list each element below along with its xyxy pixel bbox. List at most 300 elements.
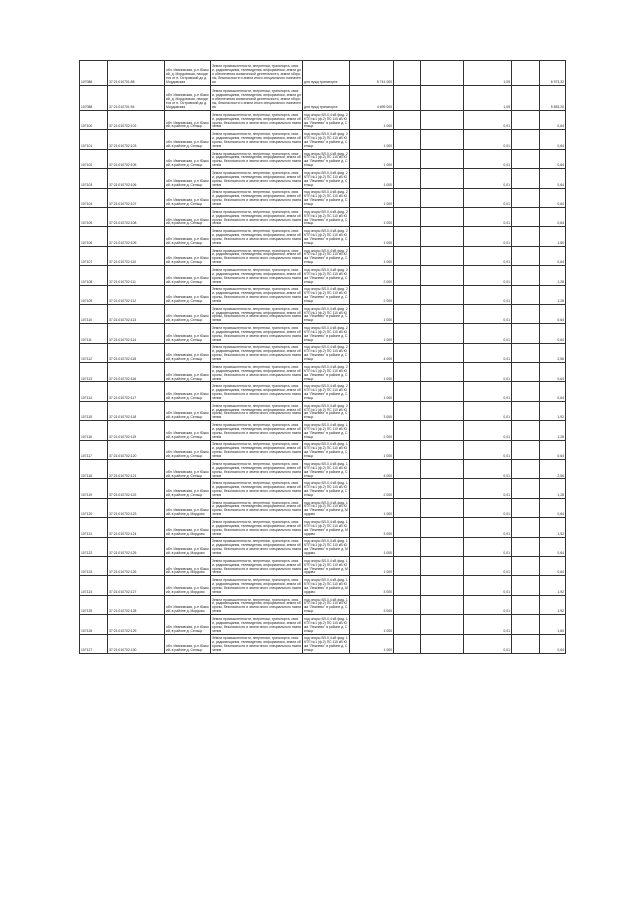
cell-addr: обл. Ивановская, р-н Южский, в районе д. Сельцо <box>165 304 211 323</box>
cell-unit <box>394 61 421 86</box>
cell-rate <box>421 149 464 168</box>
cell-use: Земли промышленности, энергетики, транспорта, связи, радиовещания, телевидения, информатики, земли обороны, безопасности и земли иного специального назначения <box>211 324 303 343</box>
cell-purpose: под опоры ВЛ-0,4 кВ фид. 1 КТП №1 (ф.2) ПС 110 кВ Южа "Лежнево" в районе д. Сельцо <box>303 479 350 498</box>
cell-purpose: под опоры ВЛ-0,4 кВ фид. 1 КТП №1 (ф.2) ПС 110 кВ Южа "Лежнево" в районе д. Сельцо <box>303 615 350 634</box>
cell-spacer <box>512 130 540 149</box>
cell-koef: 0,01 <box>464 266 512 285</box>
cell-sum: 0,64 <box>540 498 566 517</box>
cell-addr: обл. Ивановская, р-н Южский, в районе д. Сельцо <box>165 421 211 440</box>
cell-id: 107111 <box>80 324 108 343</box>
cell-unit <box>394 556 421 575</box>
cell-spacer <box>512 537 540 556</box>
cell-purpose: под опоры ВЛ-0,4 кВ фид. 1 КТП №1 (ф.2) ПС 110 кВ Южа "Лежнево" в районе д. Мордово <box>303 576 350 595</box>
cell-koef: 0,01 <box>464 537 512 556</box>
cell-rate <box>421 363 464 382</box>
cell-unit <box>394 130 421 149</box>
cell-rate <box>421 188 464 207</box>
cell-addr: обл. Ивановская, р-н Южский, в районе д. Сельцо <box>165 401 211 420</box>
cell-use: Земли промышленности, энергетики, транспорта, связи, радиовещания, телевидения, информатики, земли обороны, безопасности и земли иного специального назначения <box>211 615 303 634</box>
cell-purpose: под опоры ВЛ-0,4 кВ фид. 2 КТП №1 (ф.2) ПС 110 кВ Южа "Лежнево" в районе д. Сельцо <box>303 111 350 130</box>
cell-rate <box>421 343 464 362</box>
cell-purpose: под опоры ВЛ-0,4 кВ фид. 2 КТП №1 (ф.2) ПС 110 кВ Южа "Лежнево" в районе д. Сельцо <box>303 130 350 149</box>
cell-id: 107086 <box>80 61 108 86</box>
cell-rate <box>421 86 464 111</box>
cell-cad: 37:21:010702:115 <box>108 343 165 362</box>
cell-sum: 1,92 <box>540 595 566 614</box>
cell-koef: 0,01 <box>464 285 512 304</box>
cell-spacer <box>512 595 540 614</box>
table-row <box>80 246 566 265</box>
table-row <box>80 363 566 382</box>
cell-addr: обл. Ивановская, р-н Южский, в районе д. Мордово <box>165 537 211 556</box>
table-row <box>80 324 566 343</box>
cell-koef: 0,01 <box>464 556 512 575</box>
cell-spacer <box>512 324 540 343</box>
cell-id: 107116 <box>80 421 108 440</box>
cell-purpose: под опоры ВЛ-0,4 кВ фид. 2 КТП №1 (ф.2) ПС 110 кВ Южа "Лежнево" в районе д. Сельцо <box>303 169 350 188</box>
cell-unit <box>394 537 421 556</box>
cell-rate <box>421 634 464 653</box>
cell-addr: обл. Ивановская, р-н Южский, в районе д. Сельцо <box>165 169 211 188</box>
table-row <box>80 595 566 614</box>
table-row <box>80 130 566 149</box>
table-row <box>80 382 566 401</box>
cell-use: Земли промышленности, энергетики, транспорта, связи, радиовещания, телевидения, информатики, земли обороны, безопасности и земли иного специального назначения <box>211 576 303 595</box>
cell-rate <box>421 227 464 246</box>
cell-use: Земли промышленности, энергетики, транспорта, связи, радиовещания, телевидения, информатики, земли обороны, безопасности и земли иного специального назначения <box>211 634 303 653</box>
cell-id: 107103 <box>80 169 108 188</box>
cell-spacer <box>512 86 540 111</box>
cell-cad: 37:21:010702:112 <box>108 285 165 304</box>
cell-koef: 0,01 <box>464 304 512 323</box>
cell-cad: 37:21:010702:122 <box>108 479 165 498</box>
cell-sum: 0,64 <box>540 188 566 207</box>
cell-purpose: под опоры ВЛ-0,4 кВ фид. 2 КТП №1 (ф.2) ПС 110 кВ Южа "Лежнево" в районе д. Сельцо <box>303 304 350 323</box>
cell-addr: обл. Ивановская, р-н Южский, в районе д. Сельцо <box>165 615 211 634</box>
cell-koef: 0,01 <box>464 401 512 420</box>
cell-area: 1 000 <box>350 246 394 265</box>
cell-cad: 37:21:010702:121 <box>108 460 165 479</box>
cell-purpose: под опоры ВЛ-0,4 кВ фид. 1 КТП №1 (ф.2) ПС 110 кВ Южа "Лежнево" в районе д. Сельцо <box>303 634 350 653</box>
cell-koef: 0,01 <box>464 169 512 188</box>
cell-id: 107119 <box>80 479 108 498</box>
cell-rate <box>421 130 464 149</box>
cell-addr: обл. Ивановская, р-н Южский, в районе д. Сельцо <box>165 382 211 401</box>
cell-area: 4 000 <box>350 343 394 362</box>
cell-rate <box>421 498 464 517</box>
cell-area: 1 000 <box>350 498 394 517</box>
cell-spacer <box>512 498 540 517</box>
cell-rate <box>421 595 464 614</box>
cell-unit <box>394 363 421 382</box>
cell-addr: обл. Ивановская, р-н Южский, в районе д. Сельцо <box>165 207 211 226</box>
cell-purpose: под опоры ВЛ-0,4 кВ фид. 1 КТП №1 (ф.2) ПС 110 кВ Южа "Лежнево" в районе д. Мордово <box>303 498 350 517</box>
cell-spacer <box>512 518 540 537</box>
cell-koef: 0,01 <box>464 576 512 595</box>
cell-area: 1 000 <box>350 304 394 323</box>
cell-id: 107117 <box>80 440 108 459</box>
cell-area: 3 000 <box>350 401 394 420</box>
cell-sum: 1,28 <box>540 266 566 285</box>
cell-use: Земли промышленности, энергетики, транспорта, связи, радиовещания, телевидения, информатики, земли обороны, безопасности и земли иного специального назначения <box>211 421 303 440</box>
cell-sum: 1,60 <box>540 615 566 634</box>
cell-unit <box>394 285 421 304</box>
cell-sum: 1,92 <box>540 576 566 595</box>
cell-purpose: под опоры ВЛ-0,4 кВ фид. 2 КТП №1 (ф.2) ПС 110 кВ Южа "Лежнево" в районе д. Сельцо <box>303 324 350 343</box>
cell-cad: 37:21:010702:107 <box>108 188 165 207</box>
table-body <box>80 61 566 654</box>
cell-use: Земли промышленности, энергетики, транспорта, связи, радиовещания, телевидения, информатики, земли обороны, безопасности и земли иного специального назначения <box>211 266 303 285</box>
cell-cad: 37:21:010702:126 <box>108 556 165 575</box>
cell-addr: обл. Ивановская, р-н Южский, д. Мордовская, находится от п. Островский до д. Мордовская <box>165 86 211 111</box>
cell-spacer <box>512 421 540 440</box>
table-row <box>80 285 566 304</box>
cell-koef: 0,01 <box>464 149 512 168</box>
cell-koef: 0,01 <box>464 130 512 149</box>
cell-use: Земли промышленности, энергетики, транспорта, связи, радиовещания, телевидения, информатики, земли обороны, безопасности и земли иного специального назначения <box>211 343 303 362</box>
cell-addr: обл. Ивановская, р-н Южский, в районе д. Мордово <box>165 595 211 614</box>
cell-addr: обл. Ивановская, р-н Южский, в районе д. Сельцо <box>165 343 211 362</box>
cell-area: 1 000 <box>350 188 394 207</box>
cell-addr: обл. Ивановская, р-н Южский, в районе д. Сельцо <box>165 440 211 459</box>
cell-koef: 0,01 <box>464 382 512 401</box>
cell-cad: 37:21:010702:113 <box>108 304 165 323</box>
cell-spacer <box>512 615 540 634</box>
cell-area: 2 000 <box>350 479 394 498</box>
cell-unit <box>394 595 421 614</box>
cell-purpose: под опоры ВЛ-0,4 кВ фид. 2 КТП №1 (ф.2) ПС 110 кВ Южа "Лежнево" в районе д. Сельцо <box>303 401 350 420</box>
cell-cad: 37:21:010702:111 <box>108 266 165 285</box>
table-row <box>80 61 566 86</box>
cell-cad: 37:21:010702:127 <box>108 576 165 595</box>
cell-id: 107115 <box>80 401 108 420</box>
cell-id: 107107 <box>80 246 108 265</box>
cell-id: 107121 <box>80 518 108 537</box>
cell-rate <box>421 285 464 304</box>
cell-area: 3 000 <box>350 595 394 614</box>
cell-purpose: под опоры ВЛ-0,4 кВ фид. 2 КТП №1 (ф.2) ПС 110 кВ Южа "Лежнево" в районе д. Сельцо <box>303 382 350 401</box>
cell-id: 107106 <box>80 227 108 246</box>
cell-cad: 37:21:010702:125 <box>108 537 165 556</box>
cell-unit <box>394 576 421 595</box>
cell-sum: 0,64 <box>540 207 566 226</box>
cell-addr: обл. Ивановская, р-н Южский, в районе д. Сельцо <box>165 188 211 207</box>
cell-sum: 0,64 <box>540 324 566 343</box>
cell-area: 1 000 <box>350 440 394 459</box>
cell-koef: 0,01 <box>464 479 512 498</box>
table-row <box>80 86 566 111</box>
cell-area: 3 000 <box>350 518 394 537</box>
cell-rate <box>421 440 464 459</box>
cell-koef: 0,01 <box>464 518 512 537</box>
table-row <box>80 421 566 440</box>
cell-koef: 0,01 <box>464 188 512 207</box>
cell-area: 1 000 <box>350 207 394 226</box>
cell-id: 107126 <box>80 615 108 634</box>
cell-spacer <box>512 634 540 653</box>
cell-unit <box>394 634 421 653</box>
table-row <box>80 188 566 207</box>
cell-area: 1 000 <box>350 130 394 149</box>
cell-cad: 37:21:010702:109 <box>108 227 165 246</box>
cell-sum: 0,64 <box>540 246 566 265</box>
cell-sum: 1,60 <box>540 227 566 246</box>
cell-use: Земли промышленности, энергетики, транспорта, связи, радиовещания, телевидения, информатики, земли обороны, безопасности и земли иного специального назначения <box>211 363 303 382</box>
document-sheet <box>79 60 565 654</box>
land-parcel-table <box>79 60 566 654</box>
cell-use: Земли промышленности, энергетики, транспорта, связи, радиовещания, телевидения, информатики, земли обороны, безопасности и земли иного специального назначения <box>211 246 303 265</box>
cell-spacer <box>512 266 540 285</box>
cell-addr: обл. Ивановская, р-н Южский, в районе д. Сельцо <box>165 111 211 130</box>
cell-sum: 5 553,20 <box>540 86 566 111</box>
cell-id: 107113 <box>80 363 108 382</box>
cell-sum: 0,64 <box>540 363 566 382</box>
table-row <box>80 227 566 246</box>
cell-unit <box>394 304 421 323</box>
cell-sum: 0,64 <box>540 537 566 556</box>
cell-use: Земли промышленности, энергетики, транспорта, связи, радиовещания, телевидения, информатики, земли обороны, безопасности и земли иного специального назначения <box>211 227 303 246</box>
cell-sum: 0,64 <box>540 111 566 130</box>
cell-unit <box>394 518 421 537</box>
cell-use: Земли промышленности, энергетики, транспорта, связи, радиовещания, телевидения, информатики, земли для обеспечения космической деятельности, земли обороны, безопасности и земли иного специального назначения <box>211 86 303 111</box>
cell-cad: 37:21:010702:102 <box>108 111 165 130</box>
table-row <box>80 479 566 498</box>
cell-area: 2 000 <box>350 266 394 285</box>
cell-spacer <box>512 61 540 86</box>
cell-cad: 37:21:010702:124 <box>108 518 165 537</box>
cell-area: 2 000 <box>350 421 394 440</box>
cell-unit <box>394 421 421 440</box>
cell-rate <box>421 615 464 634</box>
cell-cad: 37:21:010702:123 <box>108 498 165 517</box>
table-row <box>80 518 566 537</box>
cell-addr: обл. Ивановская, р-н Южский, в районе д. Сельцо <box>165 634 211 653</box>
cell-addr: обл. Ивановская, р-н Южский, в районе д. Сельцо <box>165 460 211 479</box>
table-row <box>80 401 566 420</box>
cell-rate <box>421 401 464 420</box>
cell-cad: 37:21:010702:129 <box>108 615 165 634</box>
cell-purpose: под опоры ВЛ-0,4 кВ фид. 2 КТП №1 (ф.2) ПС 110 кВ Южа "Лежнево" в районе д. Сельцо <box>303 285 350 304</box>
cell-koef: 0,01 <box>464 460 512 479</box>
table-row <box>80 304 566 323</box>
cell-unit <box>394 266 421 285</box>
cell-koef: 0,01 <box>464 615 512 634</box>
cell-unit <box>394 149 421 168</box>
cell-koef: 0,01 <box>464 324 512 343</box>
cell-sum: 1,28 <box>540 421 566 440</box>
cell-sum: 0,64 <box>540 382 566 401</box>
cell-koef: 1,05 <box>464 61 512 86</box>
cell-rate <box>421 382 464 401</box>
cell-use: Земли промышленности, энергетики, транспорта, связи, радиовещания, телевидения, информатики, земли обороны, безопасности и земли иного специального назначения <box>211 111 303 130</box>
cell-use: Земли промышленности, энергетики, транспорта, связи, радиовещания, телевидения, информатики, земли обороны, безопасности и земли иного специального назначения <box>211 130 303 149</box>
cell-cad: 37:21:010702:128 <box>108 595 165 614</box>
cell-unit <box>394 343 421 362</box>
cell-cad: 37:21:010702:119 <box>108 421 165 440</box>
cell-sum: 1,28 <box>540 285 566 304</box>
cell-id: 107112 <box>80 343 108 362</box>
cell-id: 107118 <box>80 460 108 479</box>
cell-purpose: под опоры ВЛ-0,4 кВ фид. 2 КТП №1 (ф.2) ПС 110 кВ Южа "Лежнево" в районе д. Сельцо <box>303 227 350 246</box>
cell-spacer <box>512 401 540 420</box>
cell-cad: 37:21:010702:114 <box>108 324 165 343</box>
cell-area: 1 000 <box>350 615 394 634</box>
cell-use: Земли промышленности, энергетики, транспорта, связи, радиовещания, телевидения, информатики, земли обороны, безопасности и земли иного специального назначения <box>211 518 303 537</box>
table-row <box>80 615 566 634</box>
cell-purpose: под опоры ВЛ-0,4 кВ фид. 1 КТП №1 (ф.2) ПС 110 кВ Южа "Лежнево" в районе д. Мордово <box>303 556 350 575</box>
cell-addr: обл. Ивановская, р-н Южский, в районе д. Сельцо <box>165 227 211 246</box>
table-row <box>80 556 566 575</box>
cell-unit <box>394 111 421 130</box>
cell-sum: 0,64 <box>540 149 566 168</box>
cell-id: 107120 <box>80 498 108 517</box>
cell-id: 107110 <box>80 304 108 323</box>
cell-unit <box>394 615 421 634</box>
cell-use: Земли промышленности, энергетики, транспорта, связи, радиовещания, телевидения, информатики, земли обороны, безопасности и земли иного специального назначения <box>211 188 303 207</box>
cell-purpose: под опоры ВЛ-0,4 кВ фид. 1 КТП №1 (ф.2) ПС 110 кВ Южа "Лежнево" в районе д. Сельцо <box>303 595 350 614</box>
cell-unit <box>394 227 421 246</box>
cell-spacer <box>512 479 540 498</box>
cell-use: Земли промышленности, энергетики, транспорта, связи, радиовещания, телевидения, информатики, земли обороны, безопасности и земли иного специального назначения <box>211 401 303 420</box>
cell-addr: обл. Ивановская, р-н Южский, в районе д. Сельцо <box>165 246 211 265</box>
cell-koef: 0,01 <box>464 207 512 226</box>
cell-id: 107101 <box>80 130 108 149</box>
cell-koef: 0,01 <box>464 111 512 130</box>
cell-addr: обл. Ивановская, р-н Южский, в районе д. Мордово <box>165 556 211 575</box>
table-row <box>80 498 566 517</box>
cell-spacer <box>512 111 540 130</box>
cell-area: 1 000 <box>350 537 394 556</box>
cell-purpose: под опоры ВЛ-0,4 кВ фид. 2 КТП №1 (ф.2) ПС 110 кВ Южа "Лежнево" в районе д. Сельцо <box>303 266 350 285</box>
cell-purpose: под опоры ВЛ-0,4 кВ фид. 1 КТП №1 (ф.2) ПС 110 кВ Южа "Лежнево" в районе д. Мордово <box>303 537 350 556</box>
cell-area: 1 000 <box>350 169 394 188</box>
cell-use: Земли промышленности, энергетики, транспорта, связи, радиовещания, телевидения, информатики, земли обороны, безопасности и земли иного специального назначения <box>211 440 303 459</box>
cell-purpose: для нужд транспорта <box>303 86 350 111</box>
cell-addr: обл. Ивановская, р-н Южский, в районе д. Сельцо <box>165 149 211 168</box>
cell-id: 107102 <box>80 149 108 168</box>
cell-cad: 37:21:010702:108 <box>108 207 165 226</box>
cell-koef: 0,01 <box>464 595 512 614</box>
cell-spacer <box>512 169 540 188</box>
cell-purpose: под опоры ВЛ-0,4 кВ фид. 2 КТП №1 (ф.2) ПС 110 кВ Южа "Лежнево" в районе д. Сельцо <box>303 343 350 362</box>
table-row <box>80 111 566 130</box>
cell-cad: 37:21:010702:130 <box>108 634 165 653</box>
cell-cad: 37:21:010702:105 <box>108 149 165 168</box>
cell-spacer <box>512 227 540 246</box>
cell-sum: 2,56 <box>540 343 566 362</box>
cell-id: 107122 <box>80 537 108 556</box>
cell-koef: 0,01 <box>464 363 512 382</box>
cell-koef: 1,05 <box>464 86 512 111</box>
cell-spacer <box>512 304 540 323</box>
cell-rate <box>421 556 464 575</box>
cell-cad: 37:21:010702:120 <box>108 440 165 459</box>
cell-unit <box>394 382 421 401</box>
cell-use: Земли промышленности, энергетики, транспорта, связи, радиовещания, телевидения, информатики, земли обороны, безопасности и земли иного специального назначения <box>211 149 303 168</box>
cell-addr: обл. Ивановская, р-н Южский, в районе д. Мордово <box>165 576 211 595</box>
cell-use: Земли промышленности, энергетики, транспорта, связи, радиовещания, телевидения, информатики, земли обороны, безопасности и земли иного специального назначения <box>211 382 303 401</box>
cell-sum: 1,28 <box>540 479 566 498</box>
cell-use: Земли промышленности, энергетики, транспорта, связи, радиовещания, телевидения, информатики, земли обороны, безопасности и земли иного специального назначения <box>211 498 303 517</box>
cell-addr: обл. Ивановская, р-н Южский, в районе д. Сельцо <box>165 363 211 382</box>
table-row <box>80 169 566 188</box>
cell-purpose: под опоры ВЛ-0,4 кВ фид. 2 КТП №1 (ф.2) ПС 110 кВ Южа "Лежнево" в районе д. Сельцо <box>303 363 350 382</box>
cell-addr: обл. Ивановская, р-н Южский, в районе д. Сельцо <box>165 285 211 304</box>
cell-sum: 0,64 <box>540 440 566 459</box>
cell-sum: 0,64 <box>540 304 566 323</box>
cell-id: 107088 <box>80 86 108 111</box>
cell-cad: 37:21:010702:103 <box>108 130 165 149</box>
cell-rate <box>421 304 464 323</box>
cell-rate <box>421 518 464 537</box>
cell-rate <box>421 576 464 595</box>
cell-unit <box>394 460 421 479</box>
cell-area: 5 741 000 <box>350 61 394 86</box>
cell-rate <box>421 61 464 86</box>
cell-sum: 1,92 <box>540 401 566 420</box>
cell-spacer <box>512 556 540 575</box>
cell-area: 3 000 <box>350 576 394 595</box>
cell-rate <box>421 169 464 188</box>
table-row <box>80 343 566 362</box>
cell-rate <box>421 421 464 440</box>
table-row <box>80 266 566 285</box>
cell-spacer <box>512 207 540 226</box>
cell-unit <box>394 86 421 111</box>
cell-area: 1 000 <box>350 634 394 653</box>
cell-purpose: для нужд транспорта <box>303 61 350 86</box>
table-row <box>80 149 566 168</box>
cell-id: 107100 <box>80 111 108 130</box>
cell-purpose: под опоры ВЛ-0,4 кВ фид. 1 КТП №1 (ф.2) ПС 110 кВ Южа "Лежнево" в районе д. Сельцо <box>303 421 350 440</box>
cell-unit <box>394 324 421 343</box>
cell-area: 1 000 <box>350 324 394 343</box>
cell-spacer <box>512 188 540 207</box>
cell-use: Земли промышленности, энергетики, транспорта, связи, радиовещания, телевидения, информатики, земли для обеспечения космической деятельности, земли обороны, безопасности и земли иного специального назначения <box>211 61 303 86</box>
cell-unit <box>394 479 421 498</box>
cell-addr: обл. Ивановская, р-н Южский, в районе д. Мордово <box>165 498 211 517</box>
cell-unit <box>394 246 421 265</box>
cell-cad: 37:21:010702:118 <box>108 401 165 420</box>
table-row <box>80 460 566 479</box>
table-row <box>80 634 566 653</box>
cell-spacer <box>512 576 540 595</box>
cell-addr: обл. Ивановская, р-н Южский, д. Мордовская, находится от п. Островский до д. Мордовская <box>165 61 211 86</box>
cell-cad: 37:21:010701:88 <box>108 61 165 86</box>
cell-addr: обл. Ивановская, р-н Южский, в районе д. Сельцо <box>165 324 211 343</box>
cell-area: 4 699 000 <box>350 86 394 111</box>
table-row <box>80 576 566 595</box>
cell-purpose: под опоры ВЛ-0,4 кВ фид. 1 КТП №1 (ф.2) ПС 110 кВ Южа "Лежнево" в районе д. Сельцо <box>303 440 350 459</box>
table-row <box>80 537 566 556</box>
cell-rate <box>421 111 464 130</box>
cell-rate <box>421 207 464 226</box>
cell-spacer <box>512 363 540 382</box>
cell-sum: 0,64 <box>540 130 566 149</box>
cell-use: Земли промышленности, энергетики, транспорта, связи, радиовещания, телевидения, информатики, земли обороны, безопасности и земли иного специального назначения <box>211 537 303 556</box>
cell-rate <box>421 479 464 498</box>
cell-spacer <box>512 246 540 265</box>
cell-sum: 0,64 <box>540 634 566 653</box>
cell-spacer <box>512 343 540 362</box>
cell-rate <box>421 246 464 265</box>
cell-use: Земли промышленности, энергетики, транспорта, связи, радиовещания, телевидения, информатики, земли обороны, безопасности и земли иного специального назначения <box>211 460 303 479</box>
cell-rate <box>421 266 464 285</box>
cell-cad: 37:21:010702:106 <box>108 169 165 188</box>
table-row <box>80 207 566 226</box>
cell-unit <box>394 440 421 459</box>
cell-use: Земли промышленности, энергетики, транспорта, связи, радиовещания, телевидения, информатики, земли обороны, безопасности и земли иного специального назначения <box>211 304 303 323</box>
